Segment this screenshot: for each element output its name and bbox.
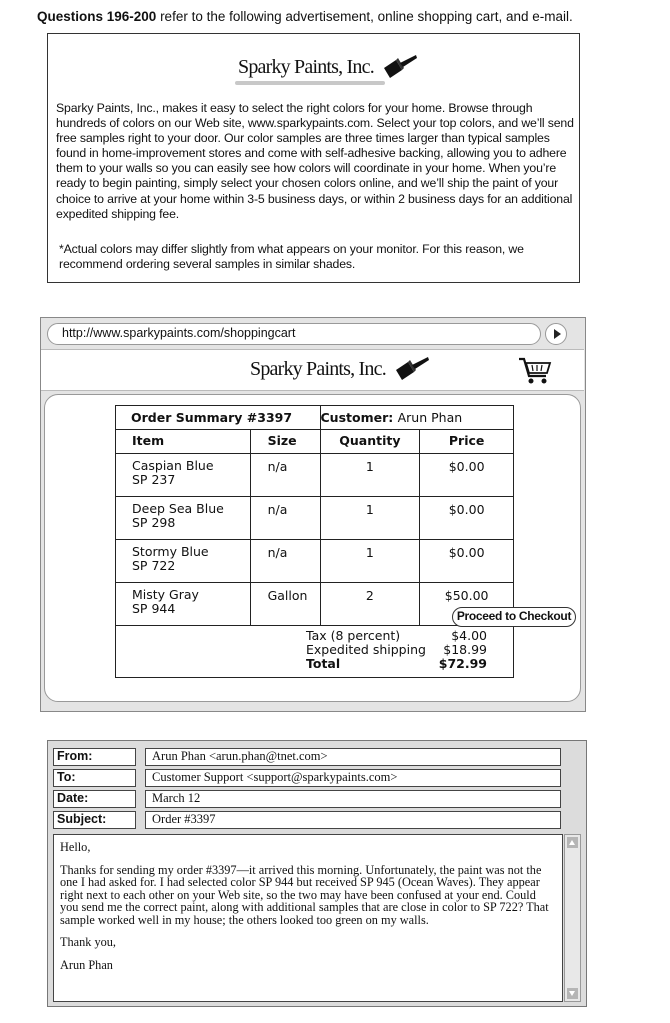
from-label: From: <box>53 748 136 766</box>
go-arrow-icon[interactable] <box>545 323 567 345</box>
customer-cell <box>320 406 514 430</box>
date-label: Date: <box>53 790 136 808</box>
paintbrush-icon <box>382 54 418 80</box>
ad-logo-underline <box>235 81 385 85</box>
ad-body-text: Sparky Paints, Inc., makes it easy to select the right colors for your home. Browse through hundreds of colors on our Web site, www.sparkypaints.com. Select your top colors, and we’ll send free samples right to your door. Our color samples are three times larger than typical samples found in home-improvement stores and come with self-adhesive backing, allowing you to adhere them to your walls so you can easily see how colors will coordinate in your home. When you’re ready to begin painting, simply select your chosen colors online, and we’ll ship the paint of your choice to arrive at your home within 3-5 business days, or within 2 business days for an additional expedited shipping fee. <box>56 101 574 221</box>
paintbrush-icon <box>394 356 430 382</box>
column-header-quantity: Quantity <box>320 430 420 454</box>
column-header-row <box>116 430 514 454</box>
email-signature: Arun Phan <box>60 957 113 972</box>
ad-brand-name: Sparky Paints, Inc. <box>238 56 374 78</box>
table-row <box>116 454 514 497</box>
total-label: Total <box>306 656 341 671</box>
item-name: Caspian Blue <box>132 458 214 473</box>
table-row <box>116 497 514 540</box>
email-greeting: Hello, <box>60 840 91 854</box>
quantity-cell: 1 <box>320 540 420 583</box>
scroll-up-arrow-icon[interactable] <box>567 837 578 848</box>
site-logo[interactable] <box>250 358 430 382</box>
price-cell: $0.00 <box>420 454 514 497</box>
order-number: Order Summary #3397 <box>116 406 321 430</box>
tax-label: Tax (8 percent) <box>306 628 401 643</box>
item-code: SP 298 <box>132 515 176 530</box>
email-closing: Thank you, <box>60 935 117 949</box>
totals-values <box>439 629 487 671</box>
to-field[interactable]: Customer Support <support@sparkypaints.com> <box>145 769 561 787</box>
item-cell <box>116 540 251 583</box>
cart-content <box>44 394 581 702</box>
totals-cell <box>116 626 514 678</box>
order-summary-table <box>115 405 514 678</box>
shopping-cart-icon[interactable] <box>518 356 552 386</box>
customer-label: Customer: <box>320 410 394 425</box>
subject-label: Subject: <box>53 811 136 829</box>
question-description: refer to the following advertisement, online shopping cart, and e-mail. <box>156 9 573 24</box>
quantity-cell: 1 <box>320 454 420 497</box>
browser-window <box>40 317 586 712</box>
price-cell: $50.00 <box>420 583 514 626</box>
email-body[interactable] <box>53 834 563 1002</box>
column-header-size: Size <box>250 430 320 454</box>
quantity-cell: 1 <box>320 497 420 540</box>
date-field[interactable]: March 12 <box>145 790 561 808</box>
size-cell: n/a <box>250 497 320 540</box>
item-code: SP 722 <box>132 558 176 573</box>
item-code: SP 237 <box>132 472 176 487</box>
address-bar[interactable]: http://www.sparkypaints.com/shoppingcart <box>47 323 541 345</box>
shipping-label: Expedited shipping <box>306 642 426 657</box>
total-value: $72.99 <box>438 656 487 671</box>
item-cell <box>116 583 251 626</box>
order-summary-header <box>116 406 514 430</box>
price-cell: $0.00 <box>420 540 514 583</box>
question-range: Questions 196-200 <box>37 9 157 24</box>
totals-labels <box>306 629 426 671</box>
proceed-to-checkout-button[interactable]: Proceed to Checkout <box>452 607 576 627</box>
shipping-value: $18.99 <box>443 642 487 657</box>
customer-name: Arun Phan <box>397 410 463 425</box>
email-message: Thanks for sending my order #3397—it arrived this morning. Unfortunately, the paint was not the one I had asked for. I had selected color SP 944 but received SP 945 (Ocean Waves). They appear right next to each other on your Web site, so the two may have been confused at your end. Could you send me the correct paint, along with additional samples that are close in color to SP 722? That sample worked well in my house; the others looked too green on my walls. <box>60 862 549 927</box>
item-code: SP 944 <box>132 601 176 616</box>
to-label: To: <box>53 769 136 787</box>
quantity-cell: 2 <box>320 583 420 626</box>
email-window <box>47 740 587 1007</box>
site-brand-name: Sparky Paints, Inc. <box>250 358 386 380</box>
scroll-down-arrow-icon[interactable] <box>567 988 578 999</box>
item-cell <box>116 454 251 497</box>
column-header-price: Price <box>420 430 514 454</box>
size-cell: Gallon <box>250 583 320 626</box>
table-row <box>116 540 514 583</box>
totals-row <box>116 626 514 678</box>
tax-value: $4.00 <box>451 628 487 643</box>
size-cell: n/a <box>250 454 320 497</box>
column-header-item: Item <box>116 430 251 454</box>
site-header <box>41 349 584 391</box>
price-cell: $0.00 <box>420 497 514 540</box>
advertisement <box>47 33 580 283</box>
from-field[interactable]: Arun Phan <arun.phan@tnet.com> <box>145 748 561 766</box>
item-name: Stormy Blue <box>132 544 209 559</box>
email-scrollbar[interactable] <box>564 834 581 1002</box>
question-header <box>37 9 573 24</box>
item-name: Deep Sea Blue <box>132 501 224 516</box>
item-cell <box>116 497 251 540</box>
ad-footnote: *Actual colors may differ slightly from what appears on your monitor. For this reason, we recommend ordering several samples in similar shades. <box>59 242 524 272</box>
item-name: Misty Gray <box>132 587 199 602</box>
subject-field[interactable]: Order #3397 <box>145 811 561 829</box>
size-cell: n/a <box>250 540 320 583</box>
